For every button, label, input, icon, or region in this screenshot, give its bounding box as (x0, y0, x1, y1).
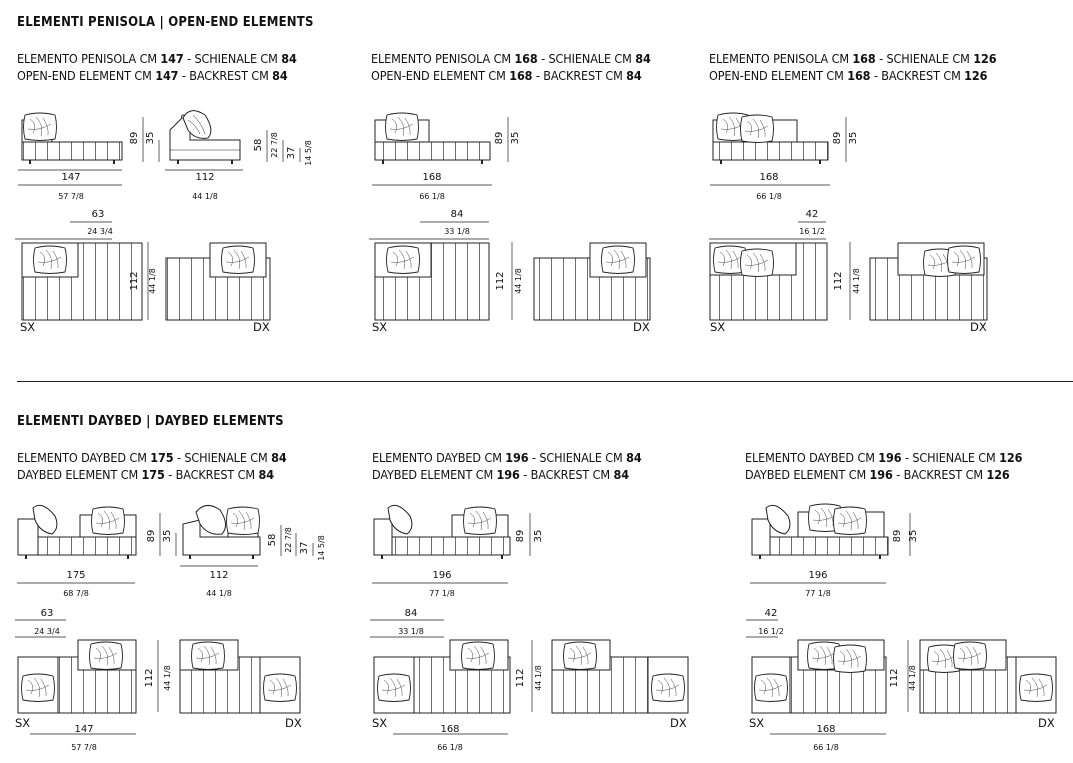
label-left: SX (15, 716, 31, 730)
header-line-en: DAYBED ELEMENT CM 175 - BACKREST CM 84 (17, 467, 274, 482)
dim-side-depth: 112 (195, 172, 215, 183)
dim-backrest-inches: 24 3/4 (34, 627, 60, 636)
header-line-it: ELEMENTO PENISOLA CM 168 - SCHIENALE CM 84 (371, 51, 651, 66)
dim-backrest-inches: 16 1/2 (799, 227, 825, 236)
dim-backrest: 84 (450, 209, 464, 220)
plan-left (369, 222, 489, 320)
dim-plan-depth-inches: 44 1/8 (852, 268, 861, 294)
dim-arm-height: 58 (267, 533, 278, 547)
dim-plan-width-inches: 57 7/8 (71, 743, 97, 752)
section-title-daybed: ELEMENTI DAYBED | DAYBED ELEMENTS (17, 414, 284, 429)
dim-backrest: 42 (764, 608, 778, 619)
dim-width: 196 (432, 570, 452, 581)
plan-left (709, 222, 827, 320)
dim-width-inches: 66 1/8 (419, 192, 445, 201)
dim-plan-depth-inches: 44 1/8 (908, 665, 917, 691)
dim-seat-height: 37 (286, 146, 297, 160)
dim-height: 89 (129, 131, 140, 145)
side-elevation (180, 505, 260, 566)
dim-height: 89 (832, 131, 843, 145)
dim-plan-depth: 112 (495, 271, 506, 291)
dim-plan-depth-inches: 44 1/8 (514, 268, 523, 294)
dim-seat: 35 (145, 131, 156, 145)
dim-seat: 35 (848, 131, 859, 145)
dim-plan-depth: 112 (515, 668, 526, 688)
header-line-it: ELEMENTO PENISOLA CM 147 - SCHIENALE CM 84 (17, 51, 297, 66)
plan-left (15, 222, 142, 320)
dim-width-inches: 57 7/8 (58, 192, 84, 201)
dim-backrest: 84 (404, 608, 418, 619)
dim-width: 196 (808, 570, 828, 581)
dim-width: 175 (66, 570, 86, 581)
dim-arm-height-inches: 22 7/8 (270, 132, 279, 158)
dim-plan-width-inches: 66 1/8 (437, 743, 463, 752)
header-line-en: DAYBED ELEMENT CM 196 - BACKREST CM 84 (372, 467, 629, 482)
dim-height: 89 (515, 529, 526, 543)
header-line-en: DAYBED ELEMENT CM 196 - BACKREST CM 126 (745, 467, 1010, 482)
plan-right (534, 243, 650, 320)
header-line-it: ELEMENTO PENISOLA CM 168 - SCHIENALE CM 126 (709, 51, 997, 66)
dim-backrest: 42 (805, 209, 819, 220)
dim-side-depth: 112 (209, 570, 229, 581)
dim-seat-height: 37 (299, 541, 310, 555)
label-right: DX (670, 716, 687, 730)
dim-width-inches: 68 7/8 (63, 589, 89, 598)
dim-width: 168 (422, 172, 442, 183)
dim-plan-depth: 112 (144, 668, 155, 688)
header-line-it: ELEMENTO DAYBED CM 196 - SCHIENALE CM 126 (745, 450, 1023, 465)
dim-backrest-inches: 16 1/2 (758, 627, 784, 636)
dim-height: 89 (892, 529, 903, 543)
header-line-en: OPEN-END ELEMENT CM 168 - BACKREST CM 126 (709, 68, 988, 83)
dim-width-inches: 77 1/8 (429, 589, 455, 598)
dim-width-inches: 77 1/8 (805, 589, 831, 598)
dim-seat: 35 (533, 529, 544, 543)
dim-backrest-inches: 24 3/4 (87, 227, 113, 236)
dim-plan-width-inches: 66 1/8 (813, 743, 839, 752)
plan-left (370, 620, 510, 734)
label-left: SX (20, 320, 36, 334)
label-right: DX (285, 716, 302, 730)
label-left: SX (372, 716, 388, 730)
plan-left (746, 620, 886, 734)
label-left: SX (710, 320, 726, 334)
header-line-it: ELEMENTO DAYBED CM 196 - SCHIENALE CM 84 (372, 450, 642, 465)
plan-right (920, 640, 1056, 713)
label-left: SX (372, 320, 388, 334)
dim-plan-depth-inches: 44 1/8 (534, 665, 543, 691)
dim-plan-depth-inches: 44 1/8 (163, 665, 172, 691)
section-title-open-end: ELEMENTI PENISOLA | OPEN-END ELEMENTS (17, 15, 314, 30)
label-right: DX (970, 320, 987, 334)
label-right: DX (1038, 716, 1055, 730)
dim-seat-height-inches: 14 5/8 (304, 140, 313, 166)
dim-side-depth-inches: 44 1/8 (206, 589, 232, 598)
dim-seat: 35 (510, 131, 521, 145)
dim-seat: 35 (162, 529, 173, 543)
header-line-en: OPEN-END ELEMENT CM 147 - BACKREST CM 84 (17, 68, 288, 83)
dim-plan-width: 147 (74, 724, 94, 735)
dim-seat-height-inches: 14 5/8 (317, 535, 326, 561)
label-right: DX (633, 320, 650, 334)
dim-plan-width: 168 (816, 724, 836, 735)
dim-height: 89 (494, 131, 505, 145)
dim-backrest-inches: 33 1/8 (398, 627, 424, 636)
plan-right (180, 640, 300, 713)
dim-backrest-inches: 33 1/8 (444, 227, 470, 236)
plan-right (166, 243, 270, 320)
dim-plan-depth: 112 (833, 271, 844, 291)
label-left: SX (749, 716, 765, 730)
dim-width: 168 (759, 172, 779, 183)
dim-plan-width: 168 (440, 724, 460, 735)
dim-plan-depth: 112 (889, 668, 900, 688)
dim-backrest: 63 (91, 209, 105, 220)
dim-arm-height: 58 (253, 138, 264, 152)
plan-right (870, 243, 987, 320)
plan-left (15, 620, 136, 734)
dim-seat: 35 (908, 529, 919, 543)
header-line-en: OPEN-END ELEMENT CM 168 - BACKREST CM 84 (371, 68, 642, 83)
dim-plan-depth-inches: 44 1/8 (148, 268, 157, 294)
dim-side-depth-inches: 44 1/8 (192, 192, 218, 201)
label-right: DX (253, 320, 270, 334)
header-line-it: ELEMENTO DAYBED CM 175 - SCHIENALE CM 84 (17, 450, 287, 465)
dim-backrest: 63 (40, 608, 54, 619)
dim-arm-height-inches: 22 7/8 (284, 527, 293, 553)
dim-width: 147 (61, 172, 81, 183)
side-elevation (165, 111, 243, 170)
dim-plan-depth: 112 (129, 271, 140, 291)
dim-height: 89 (146, 529, 157, 543)
dim-width-inches: 66 1/8 (756, 192, 782, 201)
plan-right (552, 640, 688, 713)
